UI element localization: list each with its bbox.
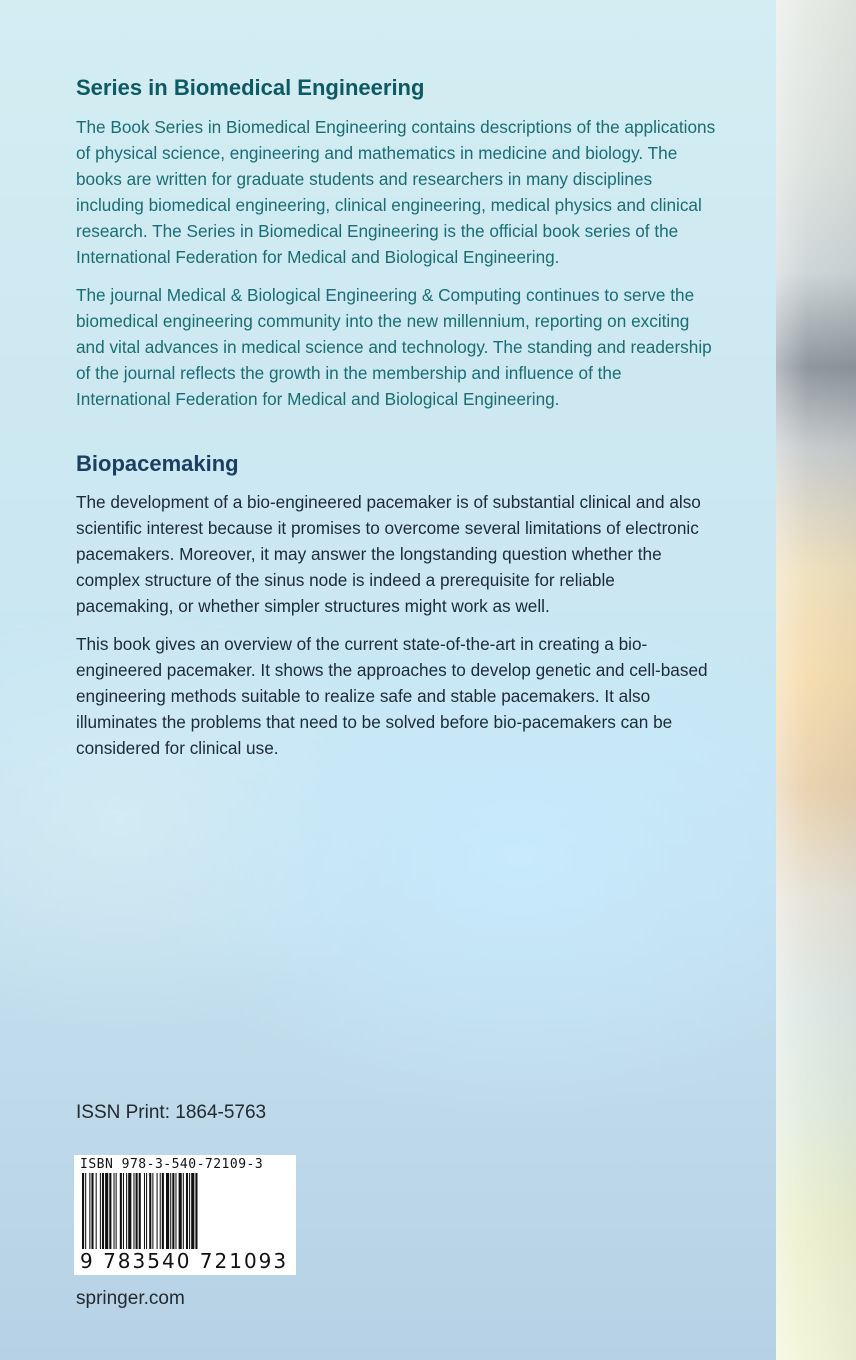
barcode-bar (89, 1173, 90, 1251)
barcode-bar (126, 1173, 127, 1251)
series-description: The Book Series in Biomedical Engineering contains descriptions of the applications of physical science, engineering and mathematics in medicine and biology. The books are written for graduate students and researchers in many disciplines including biomedical engineering, clinical engineering, medical physics and clinical research. The Series in Biomedical Engineering is the official book series of the International Federation for Medical and Biological Engineering. (76, 117, 716, 267)
barcode-bar (149, 1173, 151, 1251)
barcode-bar (160, 1173, 161, 1251)
barcode-bar (96, 1173, 97, 1251)
barcode-bar (179, 1173, 182, 1251)
barcode-bar (152, 1173, 153, 1251)
journal-description: The journal Medical & Biological Engineering & Computing continues to serve the biomedical engineering community into the new millennium, reporting on exciting and vital advances in medical science and technology. The standing and readership of the journal reflects the growth in the membership and influence of the International Federation for Medical and Biological Engineering. (76, 285, 712, 409)
barcode-bar (109, 1173, 111, 1251)
barcode-bar (183, 1173, 184, 1251)
book-overview-paragraph: This book gives an overview of the current state-of-the-art in creating a bio-engineered pacemaker. It shows the approaches to develop genetic and cell-based engineering methods suitable to realize safe and stable pacemakers. It also illuminates the problems that need to be solved before bio-pacemakers can be considered for clinical use. (76, 634, 708, 758)
barcode-bar (114, 1173, 115, 1251)
barcode-bar (120, 1173, 122, 1251)
barcode-bar (100, 1173, 101, 1251)
barcode-bar (102, 1173, 104, 1251)
barcode-bar (128, 1173, 131, 1251)
barcode-bar (166, 1173, 169, 1251)
barcode-digits: 9 783540 721093 (80, 1249, 292, 1273)
barcode-bar (133, 1173, 134, 1251)
barcode-bar (136, 1173, 138, 1251)
barcode-bar (105, 1173, 108, 1251)
barcode-bar (170, 1173, 171, 1251)
barcode-bar (172, 1173, 174, 1251)
book-title-heading: Biopacemaking (76, 451, 239, 476)
isbn-barcode (74, 1155, 296, 1275)
barcode-bar (186, 1173, 188, 1251)
issn-print: ISSN Print: 1864-5763 (76, 1102, 267, 1123)
isbn-label: ISBN 978-3-540-72109-3 (80, 1157, 264, 1172)
barcode-bar (91, 1173, 93, 1251)
barcode-bar (175, 1173, 176, 1251)
barcode-bar (162, 1173, 164, 1251)
publisher-website: springer.com (76, 1288, 185, 1309)
book-summary-paragraph: The development of a bio-engineered pacemaker is of substantial clinical and also scientific interest because it promises to overcome several limitations of electronic pacemakers. Moreover, it may answer the longstanding question whether the complex structure of the sinus node is indeed a prerequisite for reliable pacemaking, or whether simpler structures might work as well. (76, 492, 701, 616)
barcode-bar (116, 1173, 117, 1251)
barcode-bar (123, 1173, 124, 1251)
barcode-bar (189, 1173, 190, 1251)
spine-shading (776, 0, 856, 1360)
barcode-bar (146, 1173, 147, 1251)
series-heading: Series in Biomedical Engineering (76, 75, 425, 100)
barcode-bar (157, 1173, 158, 1251)
barcode-bar (191, 1173, 194, 1251)
